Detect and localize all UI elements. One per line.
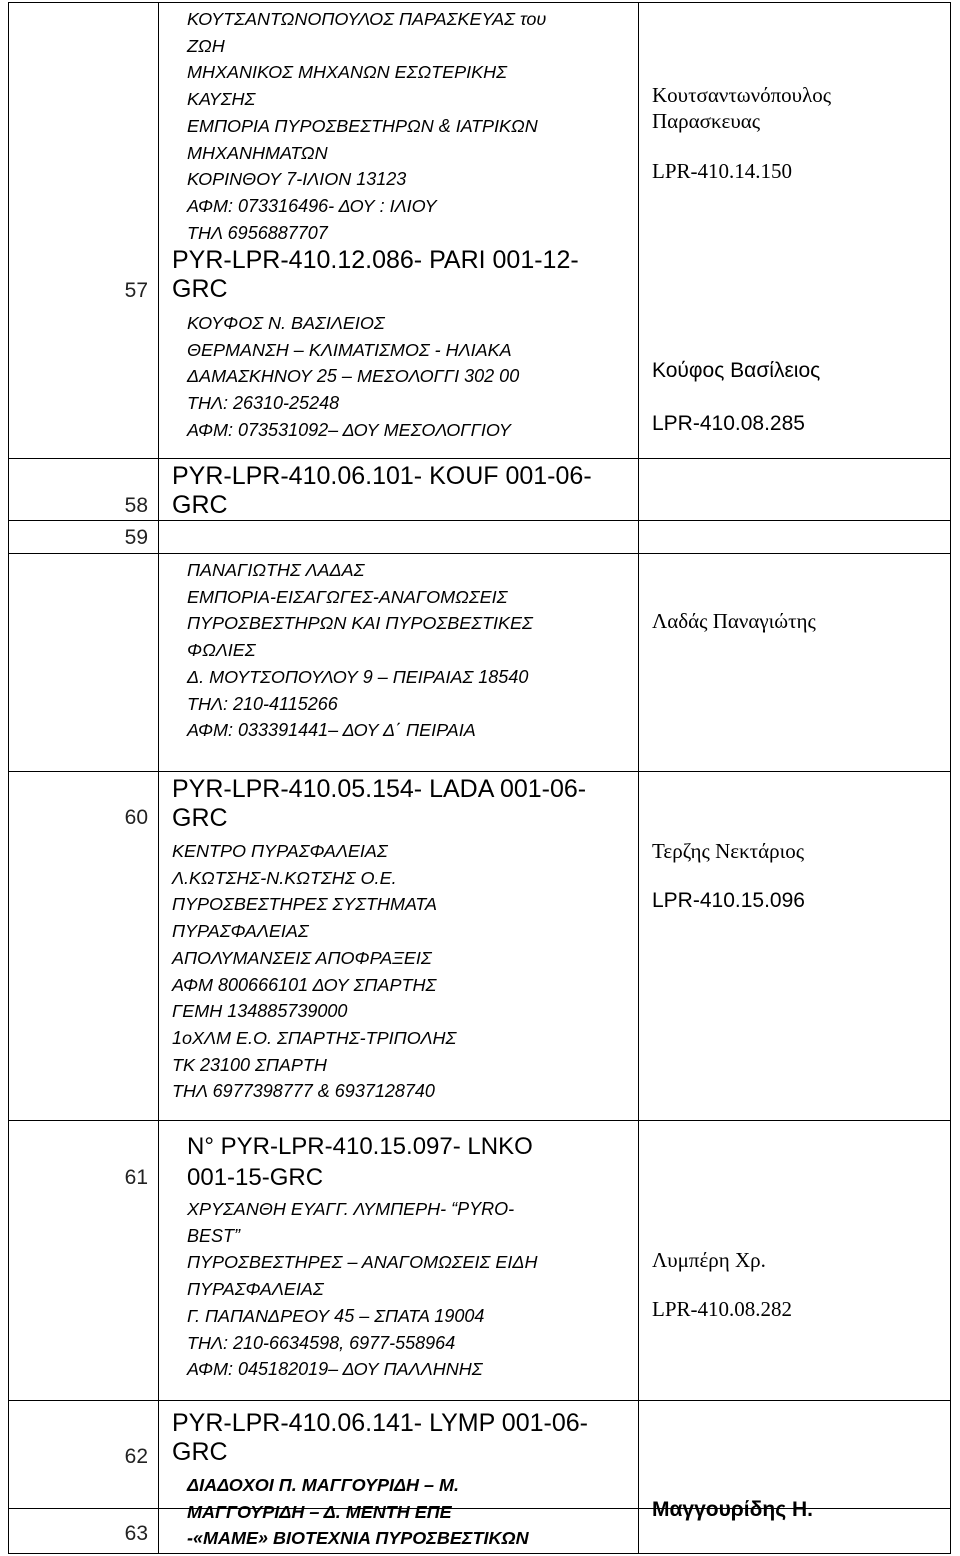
holder-name	[652, 82, 831, 134]
row-separator	[8, 771, 951, 772]
table-border-left	[8, 2, 9, 1554]
row-number: 63	[124, 1522, 148, 1545]
license-number: LPR-410.08.282	[652, 1297, 793, 1321]
holder-line: Κουτσαντωνόπουλος	[652, 83, 832, 107]
certificate-code	[187, 1131, 533, 1193]
row-number: 58	[124, 494, 148, 517]
row-separator	[8, 553, 951, 554]
code-line: PYR-LPR-410.06.101- KOUF 001-06-	[172, 462, 592, 490]
code-line: GRC	[172, 491, 228, 519]
row-separator	[8, 1400, 951, 1401]
company-line: ΜΗΧΑΝΙΚΟΣ ΜΗΧΑΝΩΝ ΕΣΩΤΕΡΙΚΗΣ	[187, 62, 507, 83]
holder-name: Λαδάς Παναγιώτης	[652, 609, 816, 633]
company-line: ΑΠΟΛΥΜΑΝΣΕΙΣ ΑΠΟΦΡΑΞΕΙΣ	[172, 947, 432, 968]
company-line: ΜΑΓΓΟΥΡΙΔΗ – Δ. ΜΕΝΤΗ ΕΠΕ	[187, 1501, 452, 1522]
certificate-code	[172, 462, 592, 520]
company-line: ΚΟΥΦΟΣ Ν. ΒΑΣΙΛΕΙΟΣ	[187, 313, 385, 333]
company-line: ΚΟΥΤΣΑΝΤΩΝΟΠΟΥΛΟΣ ΠΑΡΑΣΚΕΥΑΣ του	[187, 9, 547, 29]
company-line: ΑΦΜ: 073531092– ΔΟΥ ΜΕΣΟΛΟΓΓΙΟΥ	[187, 419, 511, 440]
company-line: ΠΥΡΑΣΦΑΛΕΙΑΣ	[172, 921, 309, 942]
company-line: ΤΗΛ: 26310-25248	[187, 393, 340, 414]
company-line: ΦΩΛΙΕΣ	[187, 640, 256, 661]
code-line: PYR-LPR-410.12.086- PARI 001-12-	[172, 246, 579, 274]
license-number: LPR-410.08.285	[652, 412, 805, 435]
company-line: ΑΦΜ: 045182019– ΔΟΥ ΠΑΛΛΗΝΗΣ	[187, 1359, 483, 1380]
company-line: Λ.ΚΩΤΣΗΣ-Ν.ΚΩΤΣΗΣ Ο.Ε.	[172, 867, 397, 888]
license-number: LPR-410.14.150	[652, 159, 793, 183]
certificate-code	[172, 246, 579, 304]
row-separator	[8, 458, 951, 459]
company-line: BEST”	[187, 1225, 241, 1246]
company-line: ΚΕΝΤΡΟ ΠΥΡΑΣΦΑΛΕΙΑΣ	[172, 841, 388, 861]
company-line: 1οΧΛΜ Ε.Ο. ΣΠΑΡΤΗΣ-ΤΡΙΠΟΛΗΣ	[172, 1027, 457, 1048]
company-line: -«ΜΑΜΕ» ΒΙΟΤΕΧΝΙΑ ΠΥΡΟΣΒΕΣΤΙΚΩΝ	[187, 1528, 529, 1549]
row-separator	[8, 520, 951, 521]
company-details	[187, 1196, 537, 1383]
table-border-top	[8, 2, 951, 3]
company-line: Γ. ΠΑΠΑΝΔΡΕΟΥ 45 – ΣΠΑΤΑ 19004	[187, 1305, 485, 1326]
holder-name: Μαγγουρίδης Η.	[652, 1498, 813, 1521]
table-border-bottom	[8, 1553, 951, 1554]
table-divider-holder	[638, 2, 639, 1554]
code-line: 001-15-GRC	[187, 1164, 324, 1191]
company-line: ΠΥΡΟΣΒΕΣΤΗΡΕΣ – ΑΝΑΓΟΜΩΣΕΙΣ ΕΙΔΗ	[187, 1252, 538, 1273]
company-details	[187, 6, 546, 246]
company-line: ΤΚ 23100 ΣΠΑΡΤΗ	[172, 1054, 327, 1075]
company-line: ΤΗΛ: 210-6634598, 6977-558964	[187, 1332, 456, 1353]
code-line: N° PYR-LPR-410.15.097- LNKO	[187, 1133, 533, 1160]
company-line: ΚΟΡΙΝΘΟΥ 7-ΙΛΙΟΝ 13123	[187, 169, 407, 190]
company-details	[187, 1472, 529, 1552]
holder-name: Τερζης Νεκτάριος	[652, 839, 805, 863]
company-line: ΕΜΠΟΡΙΑ-ΕΙΣΑΓΩΓΕΣ-ΑΝΑΓΟΜΩΣΕΙΣ	[187, 586, 508, 607]
company-line: Δ. ΜΟΥΤΣΟΠΟΥΛΟΥ 9 – ΠΕΙΡΑΙΑΣ 18540	[187, 666, 529, 687]
company-line: ΧΡΥΣΑΝΘΗ ΕΥΑΓΓ. ΛΥΜΠΕΡΗ- “PYRO-	[187, 1199, 515, 1219]
company-line: ΔΑΜΑΣΚΗΝΟΥ 25 – ΜΕΣΟΛΟΓΓΙ 302 00	[187, 366, 520, 387]
company-line: ΑΦΜ: 033391441– ΔΟΥ Δ΄ ΠΕΙΡΑΙΑ	[187, 720, 476, 741]
company-line: ΑΦΜ 800666101 ΔΟΥ ΣΠΑΡΤΗΣ	[172, 974, 437, 995]
row-number: 61	[124, 1166, 148, 1189]
holder-name: Κούφος Βασίλειος	[652, 359, 821, 382]
company-line: ΕΜΠΟΡΙΑ ΠΥΡΟΣΒΕΣΤΗΡΩΝ & ΙΑΤΡΙΚΩΝ	[187, 115, 538, 136]
table-border-right	[950, 2, 951, 1554]
company-line: ΜΗΧΑΝΗΜΑΤΩΝ	[187, 142, 328, 163]
company-line: ΖΩΗ	[187, 35, 225, 56]
company-line: ΑΦΜ: 073316496- ΔΟΥ : ΙΛΙΟΥ	[187, 195, 437, 216]
row-separator	[8, 1120, 951, 1121]
row-number: 57	[124, 279, 148, 302]
code-line: PYR-LPR-410.05.154- LADA 001-06-	[172, 775, 587, 803]
company-details	[187, 310, 519, 444]
company-line: ΠΥΡΟΣΒΕΣΤΗΡΩΝ ΚΑΙ ΠΥΡΟΣΒΕΣΤΙΚΕΣ	[187, 613, 533, 634]
row-number: 62	[124, 1445, 148, 1468]
company-details	[172, 838, 456, 1105]
row-number: 60	[124, 806, 148, 829]
code-line: GRC	[172, 1438, 228, 1466]
company-line: ΘΕΡΜΑΝΣΗ – ΚΛΙΜΑΤΙΣΜΟΣ - ΗΛΙΑΚΑ	[187, 339, 512, 360]
company-line: ΠΥΡΑΣΦΑΛΕΙΑΣ	[187, 1279, 324, 1300]
holder-line: Παρασκευας	[652, 109, 761, 133]
code-line: GRC	[172, 804, 228, 832]
certificate-code	[172, 775, 586, 833]
company-line: ΚΑΥΣΗΣ	[187, 89, 256, 110]
code-line: GRC	[172, 275, 228, 303]
table-divider-number	[158, 2, 159, 1554]
company-line: ΤΗΛ 6977398777 & 6937128740	[172, 1081, 435, 1102]
row-number: 59	[124, 526, 148, 549]
license-number: LPR-410.15.096	[652, 889, 805, 912]
code-line: PYR-LPR-410.06.141- LYMP 001-06-	[172, 1409, 588, 1437]
holder-name: Λυμπέρη Χρ.	[652, 1248, 766, 1272]
certificate-code	[172, 1409, 588, 1467]
company-line: ΠΥΡΟΣΒΕΣΤΗΡΕΣ ΣΥΣΤΗΜΑΤΑ	[172, 894, 437, 915]
company-line: ΠΑΝΑΓΙΩΤΗΣ ΛΑΔΑΣ	[187, 560, 365, 580]
company-line: ΤΗΛ 6956887707	[187, 222, 328, 243]
company-line: ΔΙΑΔΟΧΟΙ Π. ΜΑΓΓΟΥΡΙΔΗ – Μ.	[187, 1475, 460, 1495]
company-details	[187, 557, 533, 744]
company-line: ΤΗΛ: 210-4115266	[187, 693, 338, 714]
company-line: ΓΕΜΗ 134885739000	[172, 1001, 348, 1022]
